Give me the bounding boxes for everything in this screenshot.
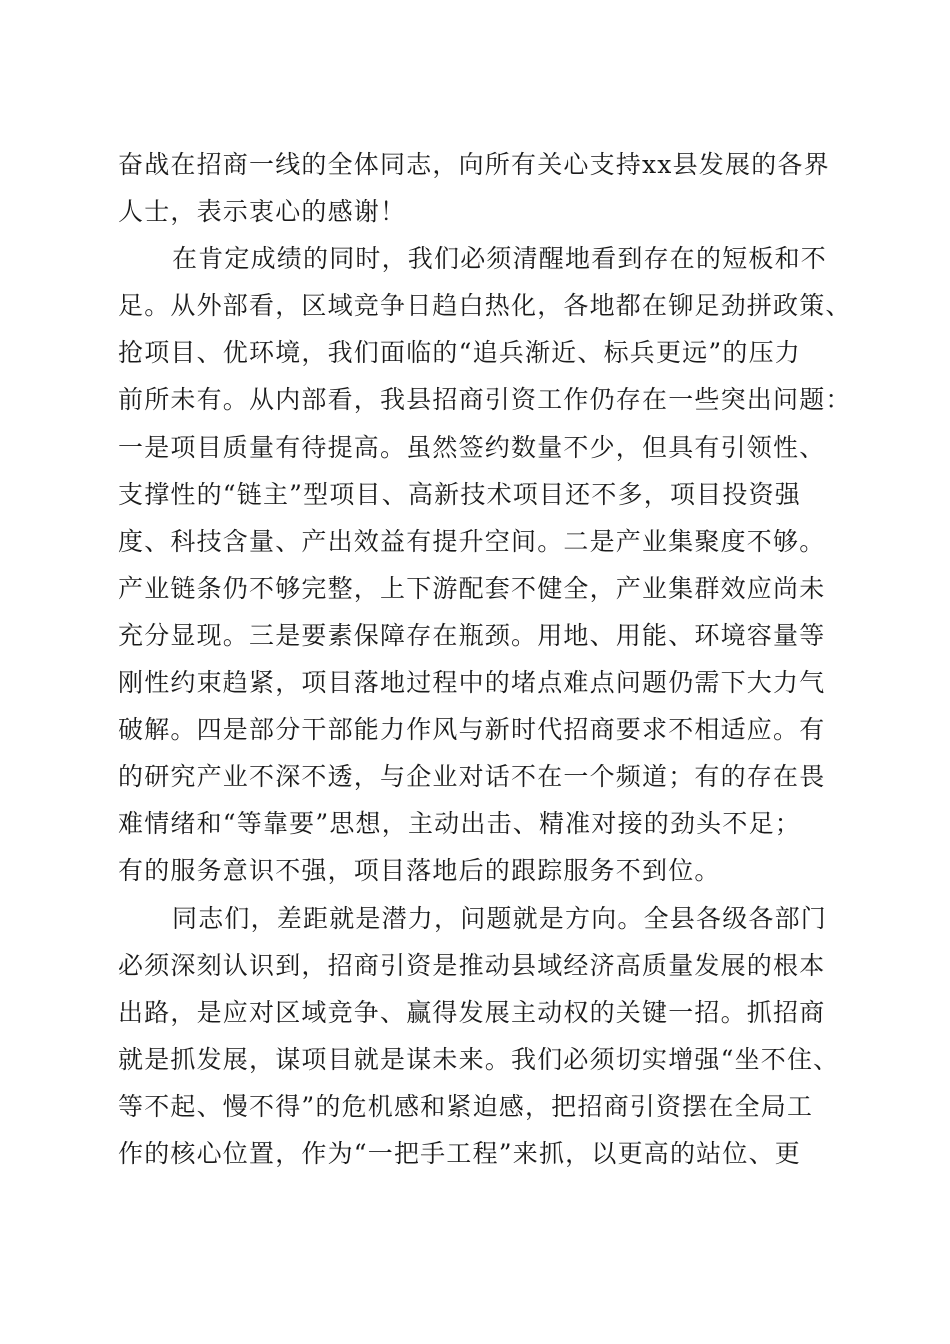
body-text: [118, 141, 852, 1177]
text-line: 人士，表示衷心的感谢！: [118, 197, 407, 227]
paragraph-2: [118, 235, 852, 894]
text-line: 前所未有。从内部看，我县招商引资工作仍存在一些突出问题：: [118, 385, 852, 415]
text-line: 产业链条仍不够完整，上下游配套不健全，产业集群效应尚未: [118, 573, 826, 603]
text-line: 充分显现。三是要素保障存在瓶颈。用地、用能、环境容量等: [118, 620, 826, 650]
text-line: 一是项目质量有待提高。虽然签约数量不少，但具有引领性、: [118, 432, 826, 462]
text-line: 有的服务意识不强，项目落地后的跟踪服务不到位。: [118, 856, 721, 886]
text-line: 在肯定成绩的同时，我们必须清醒地看到存在的短板和不: [172, 244, 828, 274]
paragraph-1: [118, 141, 838, 235]
text-line: 足。从外部看，区域竞争日趋白热化，各地都在铆足劲拼政策、: [118, 291, 852, 321]
text-line: 度、科技含量、产出效益有提升空间。二是产业集聚度不够。: [118, 526, 826, 556]
text-line: 必须深刻认识到，招商引资是推动县域经济高质量发展的根本: [118, 950, 826, 980]
paragraph-3: [118, 895, 838, 1178]
text-line: 刚性约束趋紧，项目落地过程中的堵点难点问题仍需下大力气: [118, 668, 826, 698]
text-line: 出路，是应对区域竞争、赢得发展主动权的关键一招。抓招商: [118, 997, 826, 1027]
text-line: 难情绪和“等靠要”思想，主动出击、精准对接的劲头不足；: [118, 809, 801, 839]
text-line: 支撑性的“链主”型项目、高新技术项目还不多，项目投资强: [118, 479, 801, 509]
text-line: 抢项目、优环境，我们面临的“追兵渐近、标兵更远”的压力: [118, 338, 801, 368]
text-line: 奋战在招商一线的全体同志，向所有关心支持xx县发展的各界: [118, 150, 830, 179]
text-line: 就是抓发展，谋项目就是谋未来。我们必须切实增强“坐不住、: [118, 1044, 840, 1074]
text-line: 作的核心位置，作为“一把手工程”来抓，以更高的站位、更: [118, 1138, 801, 1168]
text-line: 等不起、慢不得”的危机感和紧迫感，把招商引资摆在全局工: [118, 1091, 814, 1121]
text-line: 破解。四是部分干部能力作风与新时代招商要求不相适应。有: [118, 715, 826, 745]
text-line: 同志们，差距就是潜力，问题就是方向。全县各级各部门: [172, 903, 828, 933]
text-line: 的研究产业不深不透，与企业对话不在一个频道；有的存在畏: [118, 762, 826, 792]
